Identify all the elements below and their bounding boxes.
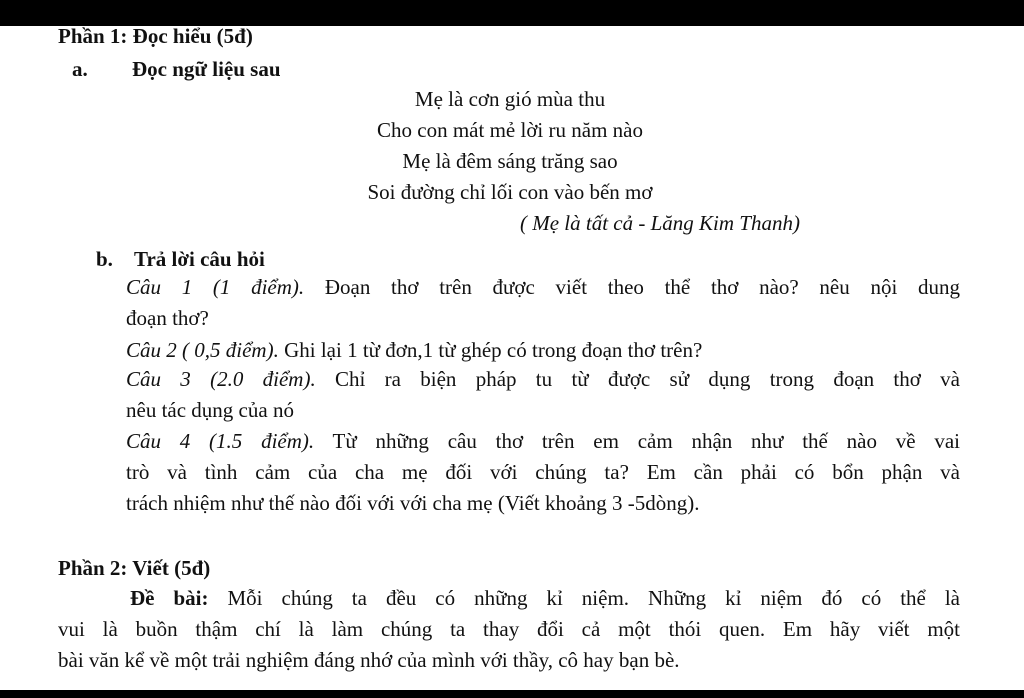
part2-prompt-line3: bài văn kể về một trải nghiệm đáng nhớ của mình với thầy, cô hay bạn bè. <box>58 648 680 672</box>
document-page <box>0 26 1024 690</box>
part1-heading: Phần 1: Đọc hiểu (5đ) <box>58 26 253 48</box>
question-3-line2: nêu tác dụng của nó <box>126 398 294 422</box>
section-b-title: Trả lời câu hỏi <box>134 247 265 271</box>
question-4-text: Từ những câu thơ trên em cảm nhận như thế nào về vai <box>314 429 960 453</box>
part2-prompt-text: Mỗi chúng ta đều có những kỉ niệm. Những kỉ niệm đó có thể là <box>208 586 960 610</box>
question-4-line2: trò và tình cảm của cha mẹ đối với chúng ta? Em cần phải có bổn phận và <box>126 460 960 484</box>
poem-line: Mẹ là cơn gió mùa thu <box>414 87 606 111</box>
question-3-label: Câu 3 (2.0 điểm). <box>126 367 316 391</box>
question-3-line <box>126 369 960 390</box>
section-a-marker: a. <box>72 57 88 81</box>
poem-line: Cho con mát mẻ lời ru năm nào <box>377 118 643 142</box>
question-1-line <box>126 277 960 298</box>
question-2-line <box>126 340 702 361</box>
question-1-label: Câu 1 (1 điểm). <box>126 275 305 299</box>
section-a-title: Đọc ngữ liệu sau <box>132 57 281 81</box>
question-3-text: Chỉ ra biện pháp tu từ được sử dụng trong đoạn thơ và <box>315 367 960 391</box>
question-2-text: Ghi lại 1 từ đơn,1 từ ghép có trong đoạn thơ trên? <box>278 338 703 362</box>
part2-prompt-line2: vui là buồn thậm chí là làm chúng ta thay đổi cả một thói quen. Em hãy viết một <box>58 617 960 641</box>
question-4-line3: trách nhiệm như thế nào đối với với cha mẹ (Viết khoảng 3 -5dòng). <box>126 491 700 515</box>
section-b-marker: b. <box>96 247 113 271</box>
question-4-label: Câu 4 (1.5 điểm). <box>126 429 315 453</box>
poem-line: Mẹ là đêm sáng trăng sao <box>402 149 618 173</box>
part2-prompt-line <box>130 588 960 609</box>
question-1-line2: đoạn thơ? <box>126 306 209 330</box>
poem-source: ( Mẹ là tất cả - Lăng Kim Thanh) <box>520 211 800 235</box>
part2-heading: Phần 2: Viết (5đ) <box>58 556 211 580</box>
question-1-text: Đoạn thơ trên được viết theo thể thơ nào? nêu nội dung <box>304 275 960 299</box>
poem-line: Soi đường chỉ lối con vào bến mơ <box>367 180 653 204</box>
question-2-label: Câu 2 ( 0,5 điểm). <box>126 338 279 362</box>
question-4-line <box>126 431 960 452</box>
part2-prompt-label: Đề bài: <box>130 586 209 610</box>
